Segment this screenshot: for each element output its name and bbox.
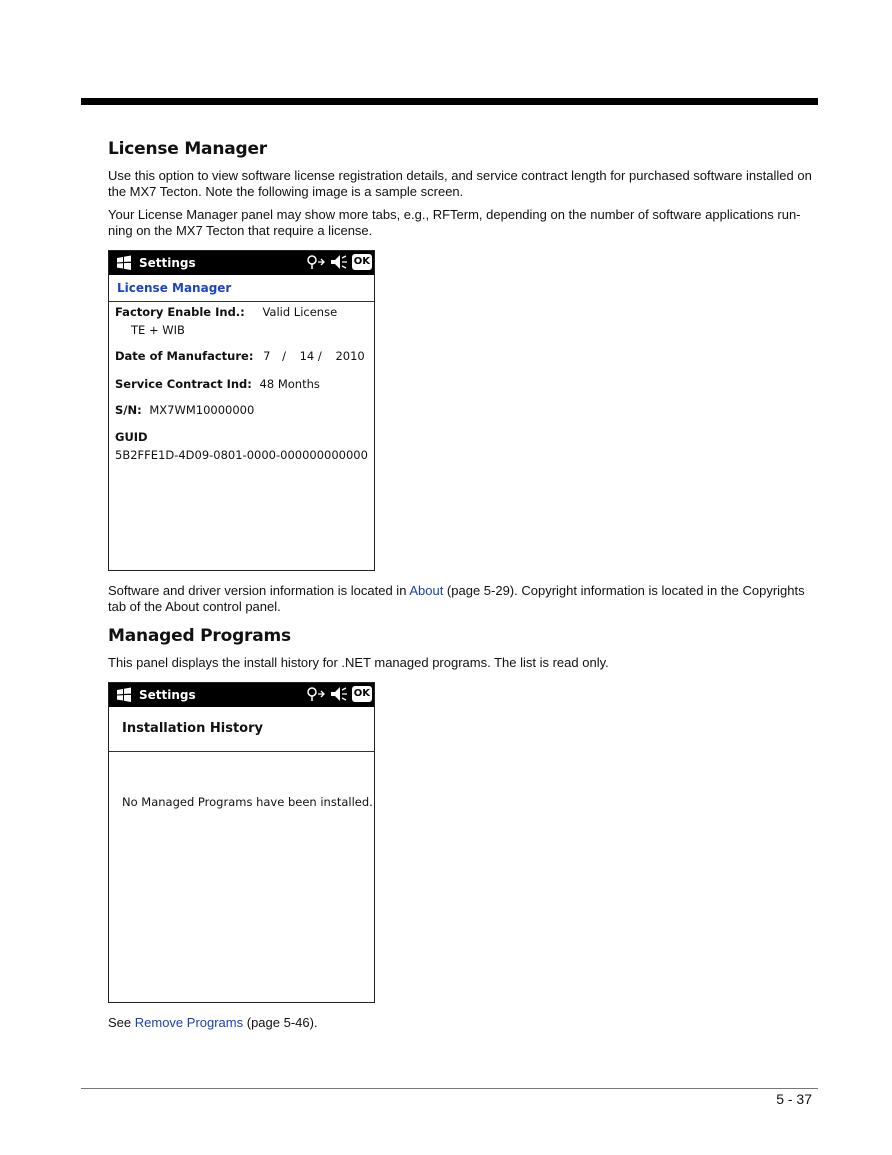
settings-title: Settings: [139, 688, 196, 702]
connectivity-icon[interactable]: [306, 686, 326, 702]
speaker-icon[interactable]: [330, 686, 348, 702]
license-manager-heading: License Manager: [108, 139, 267, 159]
factory-enable-sub: TE + WIB: [131, 323, 185, 337]
date-separator: /: [317, 349, 322, 363]
date-day: 14: [299, 349, 315, 363]
about-link[interactable]: About: [409, 583, 444, 598]
factory-enable-label: Factory Enable Ind.:: [115, 305, 245, 319]
guid-value: 5B2FFE1D-4D09-0801-0000-000000000000: [115, 448, 368, 462]
managed-programs-heading: Managed Programs: [108, 626, 291, 646]
date-of-manufacture-label: Date of Manufacture:: [115, 349, 254, 363]
connectivity-icon[interactable]: [306, 254, 326, 270]
license-manager-intro: Use this option to view software license registration details, and service contract length for purchased software installed on the MX7 Tecton. Note the following image is a sample screen.: [108, 168, 812, 199]
factory-enable-value: Valid License: [262, 305, 338, 319]
header-rule: [81, 98, 818, 105]
service-contract-label: Service Contract Ind:: [115, 377, 252, 391]
date-year: 2010: [335, 349, 365, 363]
page-number: 5 - 37: [776, 1091, 812, 1107]
service-contract-value: 48 Months: [259, 377, 320, 391]
footer-rule: [81, 1088, 818, 1089]
managed-programs-screenshot: [108, 682, 375, 1003]
installation-history-list: [109, 752, 374, 1011]
managed-programs-intro: This panel displays the install history for .NET managed programs. The list is read only.: [108, 655, 609, 670]
empty-list-message: No Managed Programs have been installed.: [122, 795, 373, 809]
windows-flag-icon: [115, 255, 133, 271]
tab-license-manager[interactable]: License Manager: [109, 275, 374, 302]
installation-history-heading: Installation History: [109, 707, 374, 752]
version-info-paragraph: [108, 583, 820, 615]
windows-flag-icon: [115, 687, 133, 703]
version-info-text: Software and driver version information is located in: [108, 583, 410, 598]
ok-button[interactable]: OK: [352, 686, 372, 702]
see-also-paragraph: [108, 1015, 820, 1031]
ok-button[interactable]: OK: [352, 254, 372, 270]
license-manager-tabs-note: Your License Manager panel may show more tabs, e.g., RFTerm, depending on the number of software applications run-ning on the MX7 Tecton that require a license.: [108, 207, 801, 238]
license-manager-screenshot: [108, 250, 375, 571]
serial-number-value: MX7WM10000000: [149, 403, 255, 417]
date-separator: /: [282, 349, 286, 363]
speaker-icon[interactable]: [330, 254, 348, 270]
see-text: See: [108, 1015, 135, 1030]
guid-label: GUID: [115, 430, 148, 444]
remove-programs-link[interactable]: Remove Programs: [134, 1015, 244, 1030]
version-info-text-rest: (page 5-29). Copyright information is located in the Copyrights tab of the About control panel.: [108, 583, 805, 614]
serial-number-label: S/N:: [115, 403, 142, 417]
see-text-rest: (page 5-46).: [243, 1015, 318, 1030]
title-bar: [109, 251, 374, 275]
title-bar: [109, 683, 374, 707]
settings-title: Settings: [139, 256, 196, 270]
license-details: [109, 302, 374, 570]
date-month: 7: [263, 349, 271, 363]
